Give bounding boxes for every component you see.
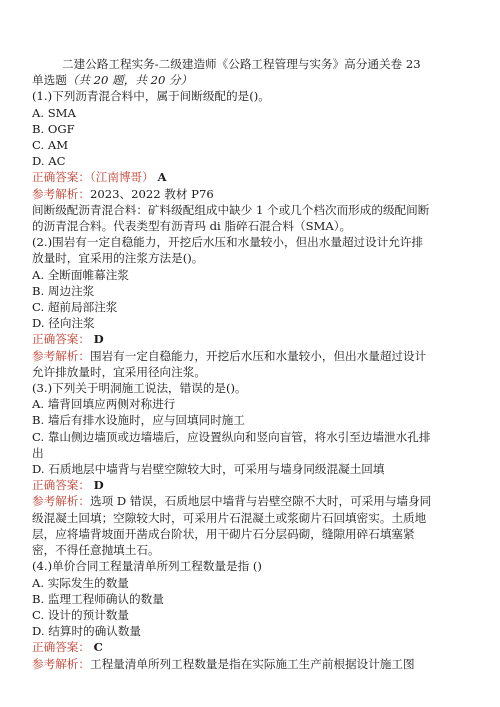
answer-label: 正确答案： [32, 332, 90, 347]
option-a: A. 全断面帷幕注浆 [32, 267, 129, 282]
analysis-first-line [32, 348, 472, 364]
option-b: B. 墙后有排水设施时，应与回填同时施工 [32, 413, 245, 428]
answer-value: A [157, 170, 167, 185]
option-c: C. 靠山侧边墙顶或边墙墙后，应设置纵向和竖向盲管，将水引至边墙泄水孔排 [32, 429, 431, 444]
analysis-text: 围岩有一定自稳能力，开挖后水压和水量较小，但出水量超过设计 [89, 348, 427, 363]
option-c: C. 超前局部注浆 [32, 300, 118, 315]
option-c-continued: 出 [32, 445, 44, 460]
answer-value: D [93, 478, 104, 493]
question-4 [32, 558, 472, 671]
option-a: A. 实际发生的数量 [32, 575, 129, 590]
section-note: （共 20 题，共 20 分） [66, 73, 193, 88]
analysis-text: 工程量清单所列工程数量是指在实际施工生产前根据设计施工图 [89, 656, 415, 671]
option-c: C. 设计的预计数量 [32, 607, 129, 622]
analysis-text: 层，应将墙背坡面开凿成台阶状，用干砌片石分层码砌，缝隙用碎石填塞紧 [32, 526, 415, 541]
section-label: 单选题 [32, 73, 67, 88]
option-d: D. AC [32, 154, 66, 169]
answer-label: 正确答案： [32, 640, 90, 655]
option-b: B. OGF [32, 121, 75, 136]
answer-label: 正确答案： [32, 170, 90, 185]
analysis-first-line [32, 493, 472, 509]
analysis-text: 允许排放量时，宜采用径向注浆。 [32, 364, 206, 379]
analysis-text: 密，不得任意抛填土石。 [32, 543, 160, 558]
question-stem: (4.)单价合同工程量清单所列工程数量是指 () [32, 559, 262, 574]
analysis-text: 选项 D 错误，石质地层中墙背与岩壁空隙不大时，可采用与墙身同 [89, 494, 432, 509]
option-a: A. SMA [32, 105, 76, 120]
correct-answer [32, 169, 472, 185]
option-c: C. AM [32, 138, 69, 153]
analysis-first-line [32, 186, 472, 202]
question-stem: (2.)围岩有一定自稳能力，开挖后水压和水量较小，但出水量超过设计允许排 [32, 235, 424, 250]
document-title: 二建公路工程实务-二级建造师《公路工程管理与实务》高分通关卷 23 [62, 57, 421, 71]
correct-answer [32, 331, 472, 347]
correct-answer [32, 639, 472, 655]
option-b: B. 周边注浆 [32, 283, 95, 298]
answer-label: 正确答案： [32, 478, 90, 493]
question-stem: (1.)下列沥青混合料中，属于间断级配的是()。 [32, 89, 270, 104]
section-header [32, 72, 472, 88]
analysis-text: 2023、2022 教材 P76 [89, 186, 214, 201]
question-2 [32, 234, 472, 380]
answer-source: （江南博哥） [89, 170, 154, 185]
option-d: D. 径向注浆 [32, 316, 95, 331]
answer-value: D [93, 332, 104, 347]
option-a: A. 墙背回填应两侧对称进行 [32, 397, 176, 412]
option-d: D. 结算时的确认数量 [32, 624, 142, 639]
question-stem: (3.)下列关于明洞施工说法，错误的是()。 [32, 381, 247, 396]
analysis-text: 的沥青混合料。代表类型有沥青玛 di 脂碎石混合料（SMA）。 [32, 219, 352, 234]
option-b: B. 监理工程师确认的数量 [32, 591, 164, 606]
analysis-first-line [32, 656, 472, 672]
question-3 [32, 380, 472, 558]
analysis-label: 参考解析： [32, 186, 90, 201]
correct-answer [32, 477, 472, 493]
analysis-text: 级混凝土回填；空隙较大时，可采用片石混凝土或浆砌片石回填密实。土质地 [32, 510, 427, 525]
option-d: D. 石质地层中墙背与岩壁空隙较大时，可采用与墙身同级混凝土回填 [32, 462, 385, 477]
answer-value: C [93, 640, 103, 655]
analysis-label: 参考解析： [32, 494, 90, 509]
question-1 [32, 88, 472, 234]
question-stem: 放量时，宜采用的注浆方法是()。 [32, 251, 204, 266]
analysis-label: 参考解析： [32, 656, 90, 671]
analysis-label: 参考解析： [32, 348, 90, 363]
analysis-text: 间断级配沥青混合料：矿料级配组成中缺少 1 个或几个档次而形成的级配间断 [32, 202, 430, 217]
document-page [32, 56, 472, 672]
